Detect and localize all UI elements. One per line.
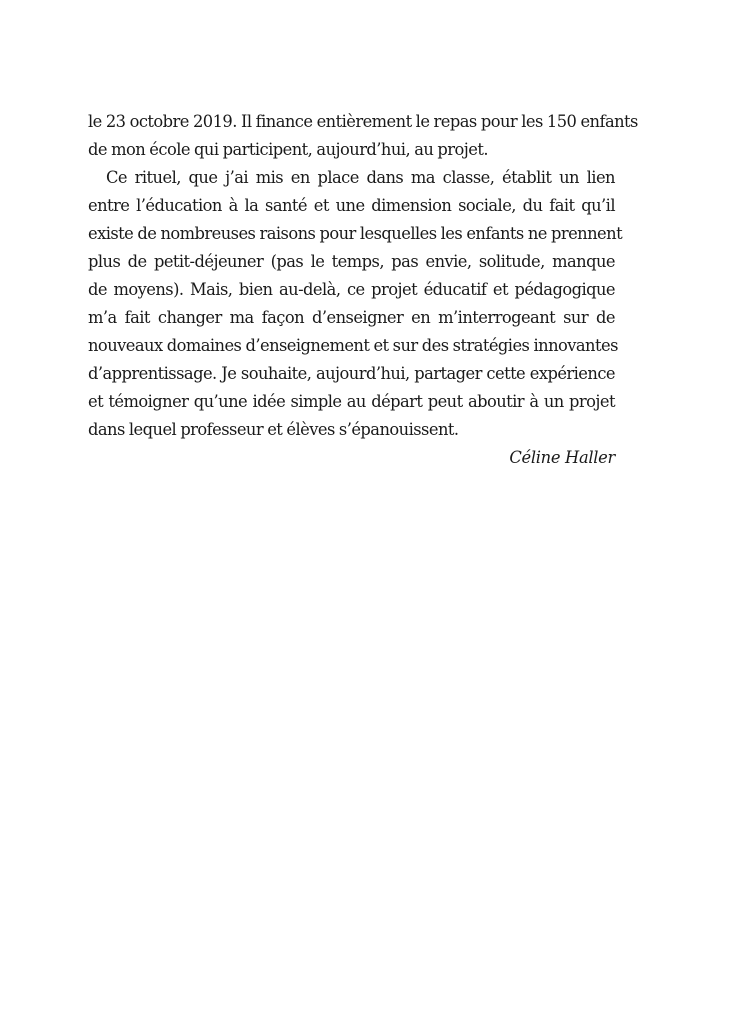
text-line: Ce rituel, que j’ai mis en place dans ma classe, établit un lien — [106, 168, 615, 187]
body-text — [88, 108, 638, 472]
text-line: d’apprentissage. Je souhaite, aujourd’hui, partager cette expérience — [88, 364, 615, 383]
text-line: m’a fait changer ma façon d’enseigner en m’interrogeant sur de — [88, 308, 615, 327]
text-line: plus de petit-déjeuner (pas le temps, pas envie, solitude, manque — [88, 252, 615, 271]
text-line: le 23 octobre 2019. Il finance entièrement le repas pour les 150 enfants — [88, 112, 638, 131]
paragraph-2 — [88, 164, 623, 444]
text-line: dans lequel professeur et élèves s’épanouissent. — [88, 420, 459, 439]
text-line: existe de nombreuses raisons pour lesquelles les enfants ne prennent — [88, 224, 623, 243]
text-line: de moyens). Mais, bien au-delà, ce projet éducatif et pédagogique — [88, 280, 615, 299]
paragraph-1 — [88, 108, 638, 164]
author-signature: Céline Haller — [509, 448, 615, 467]
text-line: entre l’éducation à la santé et une dimension sociale, du fait qu’il — [88, 196, 615, 215]
text-line: et témoigner qu’une idée simple au départ peut aboutir à un projet — [88, 392, 615, 411]
text-line: nouveaux domaines d’enseignement et sur des stratégies innovantes — [88, 336, 618, 355]
text-line: de mon école qui participent, aujourd’hui, au projet. — [88, 140, 488, 159]
